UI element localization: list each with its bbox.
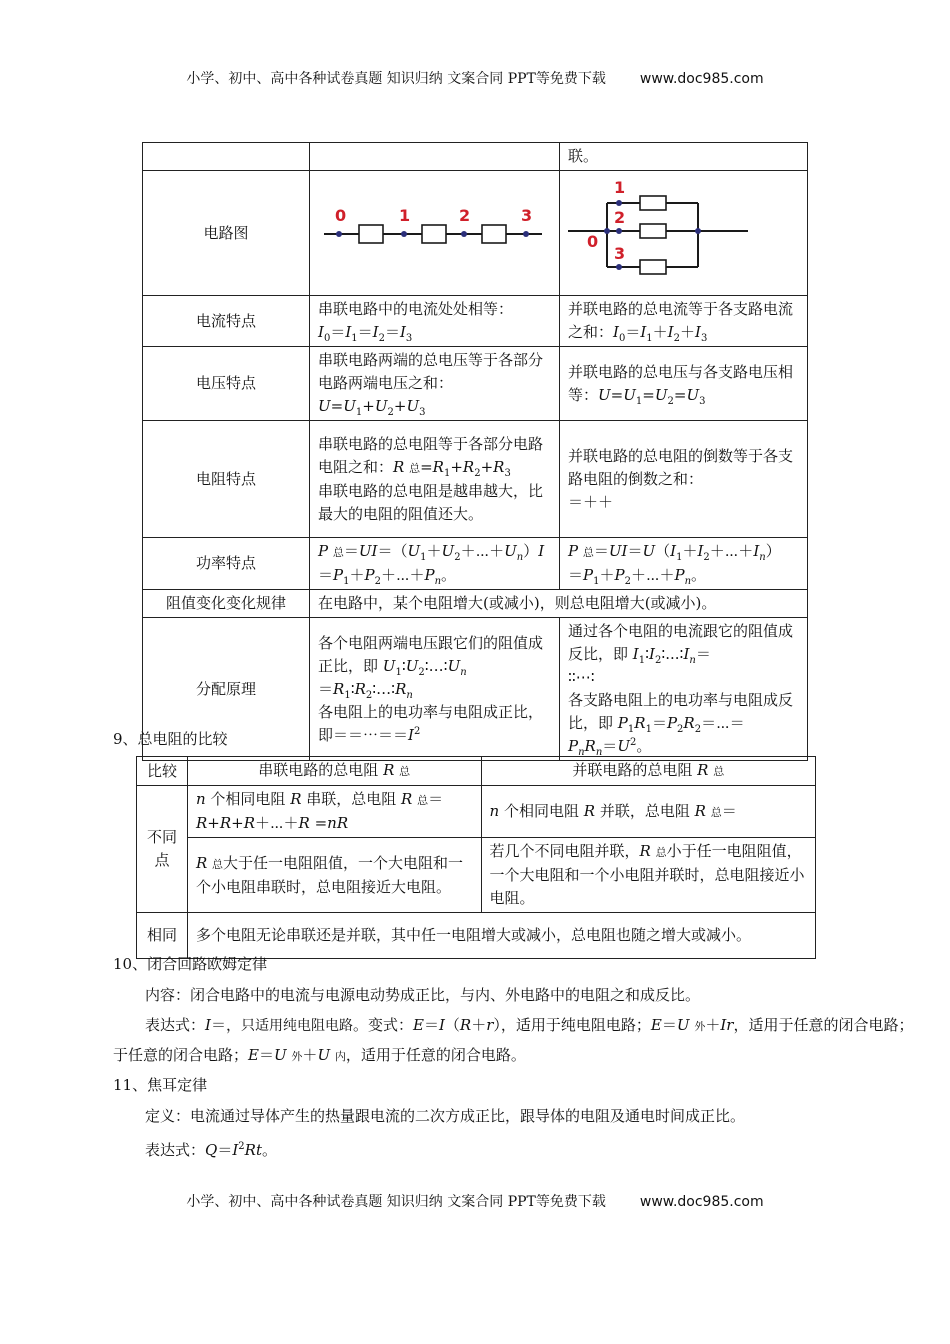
- parallel-circuit-diagram: [560, 171, 807, 288]
- section10-content: 内容：闭合电路中的电流与电源电动势成正比，与内、外电路中的电阻之和成反比。: [145, 986, 701, 1004]
- node-label: 0: [335, 206, 347, 225]
- resistor-icon: [422, 225, 446, 243]
- change-label: 阻值变化变化规律: [143, 590, 310, 618]
- node-dot: [604, 228, 610, 234]
- voltage-series: 串联电路两端的总电压等于各部分电路两端电压之和： $U=U_1+U_2+U_3$: [310, 347, 560, 421]
- node-dot: [401, 231, 407, 237]
- section10-expression-cont: 于任意的闭合电路；E＝U 外＋U 内，适用于任意的闭合电路。: [113, 1046, 526, 1064]
- page-footer: [0, 1191, 950, 1211]
- footer-text: 小学、初中、高中各种试卷真题 知识归纳 文案合同 PPT等免费下载: [186, 1194, 606, 1210]
- distribution-series: 各个电阻两端电压跟它们的阻值成正比，即 $U_1∶U_2∶\dots∶U_n$ $=R_1∶R_2∶\dots∶R_n$ 各电阻上的电功率与电阻成正比，即$==\cdots==I^2$: [310, 618, 560, 761]
- total-resistance-table: [136, 756, 816, 959]
- node-dot: [461, 231, 467, 237]
- table-row: [137, 786, 816, 838]
- series-circuit-cell: [310, 171, 560, 296]
- table-row: [143, 421, 808, 538]
- node-dot: [695, 228, 701, 234]
- comparison-table: [142, 142, 808, 761]
- resistor-icon: [640, 260, 666, 274]
- resistance-series: 串联电路的总电阻等于各部分电路电阻之和：R 总$=R_1+R_2+R_3$ 串联电路的总电阻是越串越大，比最大的电阻的阻值还大。: [310, 421, 560, 538]
- resistor-icon: [482, 225, 506, 243]
- distribution-label: 分配原理: [143, 618, 310, 761]
- node-label: 2: [459, 206, 471, 225]
- header-text: 小学、初中、高中各种试卷真题 知识归纳 文案合同 PPT等免费下载: [186, 71, 606, 87]
- table-row: [143, 296, 808, 347]
- parallel-circuit-cell: [560, 171, 808, 296]
- power-label: 功率特点: [143, 538, 310, 590]
- series-circuit-diagram: [310, 171, 559, 288]
- node-label: 1: [399, 206, 411, 225]
- distribution-parallel: 通过各个电阻的电流跟它的阻值成反比，即 $I_1∶I_2∶...∶I_n=$ ∶∶⋯∶ 各支路电阻上的电功率与电阻成反比，即 $P_1R_1=P_2R_2=\cdots=$ $P_nR_n=U^2$。: [560, 618, 808, 761]
- resistance-parallel: 并联电路的总电阻的倒数等于各支路电阻的倒数之和： ＝＋＋: [560, 421, 808, 538]
- section11-definition: 定义：电流通过导体产生的热量跟电流的二次方成正比，跟导体的电阻及通电时间成正比。: [145, 1107, 746, 1125]
- footer-site: www.doc985.com: [639, 1194, 764, 1210]
- section11-title: 11、焦耳定律: [113, 1076, 208, 1094]
- voltage-parallel: 并联电路的总电压与各支路电压相等：$U=U_1=U_2=U_3$: [560, 347, 808, 421]
- table-row: [137, 757, 816, 786]
- compare-header: 比较: [137, 757, 188, 786]
- diff-label: 不同点: [137, 786, 188, 913]
- diff-parallel-1: n 个相同电阻 R 并联，总电阻 R 总＝: [481, 786, 815, 838]
- power-series: P 总$=UI=(U_1+U_2+\cdots+U_n)I$ $=P_1+P_2+\cdots+P_n$。: [310, 538, 560, 590]
- same-text: 多个电阻无论串联还是并联，其中任一电阻增大或减小，总电阻也随之增大或减小。: [187, 913, 815, 959]
- resistor-icon: [640, 196, 666, 210]
- node-label: 0: [587, 232, 599, 251]
- section10-title: 10、闭合回路欧姆定律: [113, 955, 268, 973]
- node-label: 1: [614, 178, 626, 197]
- node-label: 3: [521, 206, 533, 225]
- section11-expression: 表达式：$Q=I^2Rt$。: [145, 1141, 277, 1159]
- current-parallel: 并联电路的总电流等于各支路电流之和：$I_0=I_1+I_2+I_3$: [560, 296, 808, 347]
- node-dot: [616, 200, 622, 206]
- resistor-icon: [640, 224, 666, 238]
- series-header: 串联电路的总电阻 R 总: [187, 757, 481, 786]
- change-text: 在电路中，某个电阻增大(或减小)，则总电阻增大(或减小)。: [310, 590, 808, 618]
- top-right-cell: 联。: [560, 143, 808, 171]
- table-row: [143, 347, 808, 421]
- header-site: www.doc985.com: [639, 71, 764, 87]
- table-row: [143, 143, 808, 171]
- current-label: 电流特点: [143, 296, 310, 347]
- current-series: 串联电路中的电流处处相等： $I_0=I_1=I_2=I_3$: [310, 296, 560, 347]
- node-dot: [523, 231, 529, 237]
- power-parallel: P 总$=UI=U(I_1+I_2+\cdots+I_n)$ $=P_1+P_2+\cdots+P_n$。: [560, 538, 808, 590]
- resistor-icon: [359, 225, 383, 243]
- voltage-label: 电压特点: [143, 347, 310, 421]
- diff-series-1: n 个相同电阻 R 串联，总电阻 R 总＝ R+R+R＋⋯＋R =nR: [187, 786, 481, 838]
- same-label: 相同: [137, 913, 188, 959]
- diff-series-2: R 总大于任一电阻阻值，一个大电阻和一个小电阻串联时，总电阻接近大电阻。: [187, 838, 481, 913]
- diff-parallel-2: 若几个不同电阻并联，R 总小于任一电阻阻值，一个大电阻和一个小电阻并联时，总电阻接近小电阻。: [481, 838, 815, 913]
- node-label: 2: [614, 208, 626, 227]
- table-row: [143, 538, 808, 590]
- section9-title: 9、总电阻的比较: [113, 730, 228, 748]
- table-row: [137, 838, 816, 913]
- node-dot: [336, 231, 342, 237]
- table-row: [143, 171, 808, 296]
- resistance-label: 电阻特点: [143, 421, 310, 538]
- node-label: 3: [614, 244, 626, 263]
- node-dot: [616, 228, 622, 234]
- node-dot: [616, 264, 622, 270]
- circuit-label: 电路图: [143, 171, 310, 296]
- table-row: [143, 590, 808, 618]
- section10-expression: 表达式：I＝，只适用纯电阻电路。变式：E＝I（R＋r），适用于纯电阻电路；E＝U 外＋Ir，适用于任意的闭合电路；: [145, 1016, 914, 1034]
- parallel-header: 并联电路的总电阻 R 总: [481, 757, 815, 786]
- page-header: [0, 68, 950, 88]
